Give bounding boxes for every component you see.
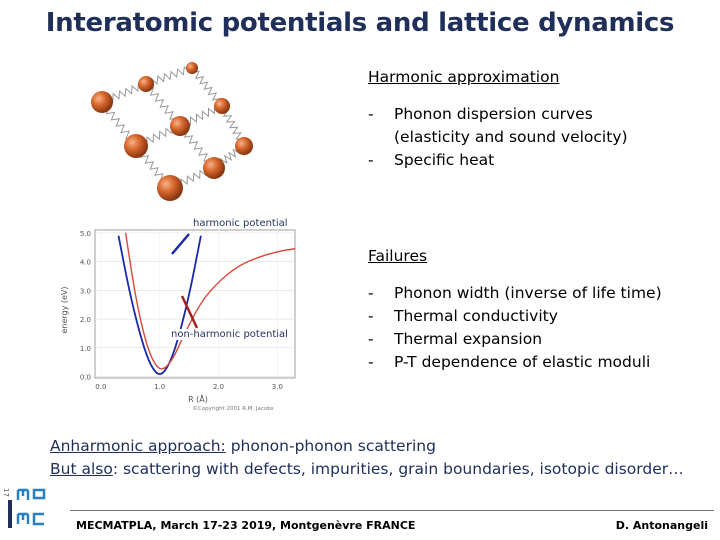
atom-sphere bbox=[214, 98, 230, 114]
potential-energy-chart bbox=[55, 218, 303, 416]
x-tick-label: 0.0 bbox=[95, 383, 107, 391]
x-tick-label: 3.0 bbox=[271, 383, 283, 391]
list-item: - Phonon width (inverse of life time) bbox=[368, 284, 662, 302]
list-item: - Thermal expansion bbox=[368, 330, 543, 348]
atom-sphere bbox=[157, 175, 183, 201]
y-tick-label: 0.0 bbox=[79, 373, 91, 382]
atom-sphere bbox=[235, 137, 253, 155]
also-scattering-line: But also: scattering with defects, impurities, grain boundaries, isotopic disorder… bbox=[50, 460, 684, 478]
footer-divider bbox=[70, 510, 714, 511]
atom-sphere bbox=[186, 62, 198, 74]
impmc-logo bbox=[6, 484, 56, 534]
y-tick-label: 1.0 bbox=[79, 344, 91, 353]
x-axis-label: R (Å) bbox=[188, 395, 208, 404]
list-item: - Specific heat bbox=[368, 151, 495, 169]
y-tick-label: 5.0 bbox=[79, 229, 91, 238]
y-tick-label: 2.0 bbox=[79, 316, 91, 325]
potential-energy-plot bbox=[55, 218, 303, 416]
y-tick-label: 3.0 bbox=[79, 287, 91, 296]
list-item: - Phonon dispersion curves bbox=[368, 105, 593, 123]
harmonic-bullet-list bbox=[368, 103, 628, 172]
nonharmonic-potential-label: non-harmonic potential bbox=[171, 329, 288, 340]
list-item: - Thermal conductivity bbox=[368, 307, 558, 325]
atom-sphere bbox=[170, 116, 190, 136]
harmonic-approximation-heading: Harmonic approximation bbox=[368, 68, 560, 86]
page-number: 17 bbox=[2, 488, 10, 497]
anharmonic-approach-line: Anharmonic approach: phonon-phonon scattering bbox=[50, 437, 436, 455]
x-tick-label: 2.0 bbox=[212, 383, 225, 391]
list-item: - P-T dependence of elastic moduli bbox=[368, 353, 651, 371]
failures-heading: Failures bbox=[368, 247, 428, 265]
list-item: (elasticity and sound velocity) bbox=[394, 128, 628, 146]
copyright-credit: ©Copyright 2001 R.M. Jacobs bbox=[192, 406, 274, 412]
atom-sphere bbox=[91, 91, 113, 113]
slide-title: Interatomic potentials and lattice dynamics bbox=[45, 8, 675, 38]
y-tick-label: 4.0 bbox=[79, 258, 91, 267]
x-tick-label: 1.0 bbox=[154, 383, 166, 391]
footer-author: D. Antonangeli bbox=[615, 519, 708, 532]
atom-sphere bbox=[124, 134, 148, 158]
atom-sphere bbox=[203, 157, 225, 179]
failures-bullet-list bbox=[368, 282, 662, 374]
footer-conference: MECMATPLA, March 17-23 2019, Montgenèvre FRANCE bbox=[76, 519, 416, 532]
y-axis-label: energy (eV) bbox=[60, 286, 69, 334]
atom-spring-lattice-illustration bbox=[82, 60, 254, 202]
atom-sphere bbox=[138, 76, 154, 92]
harmonic-potential-label: harmonic potential bbox=[193, 218, 288, 229]
